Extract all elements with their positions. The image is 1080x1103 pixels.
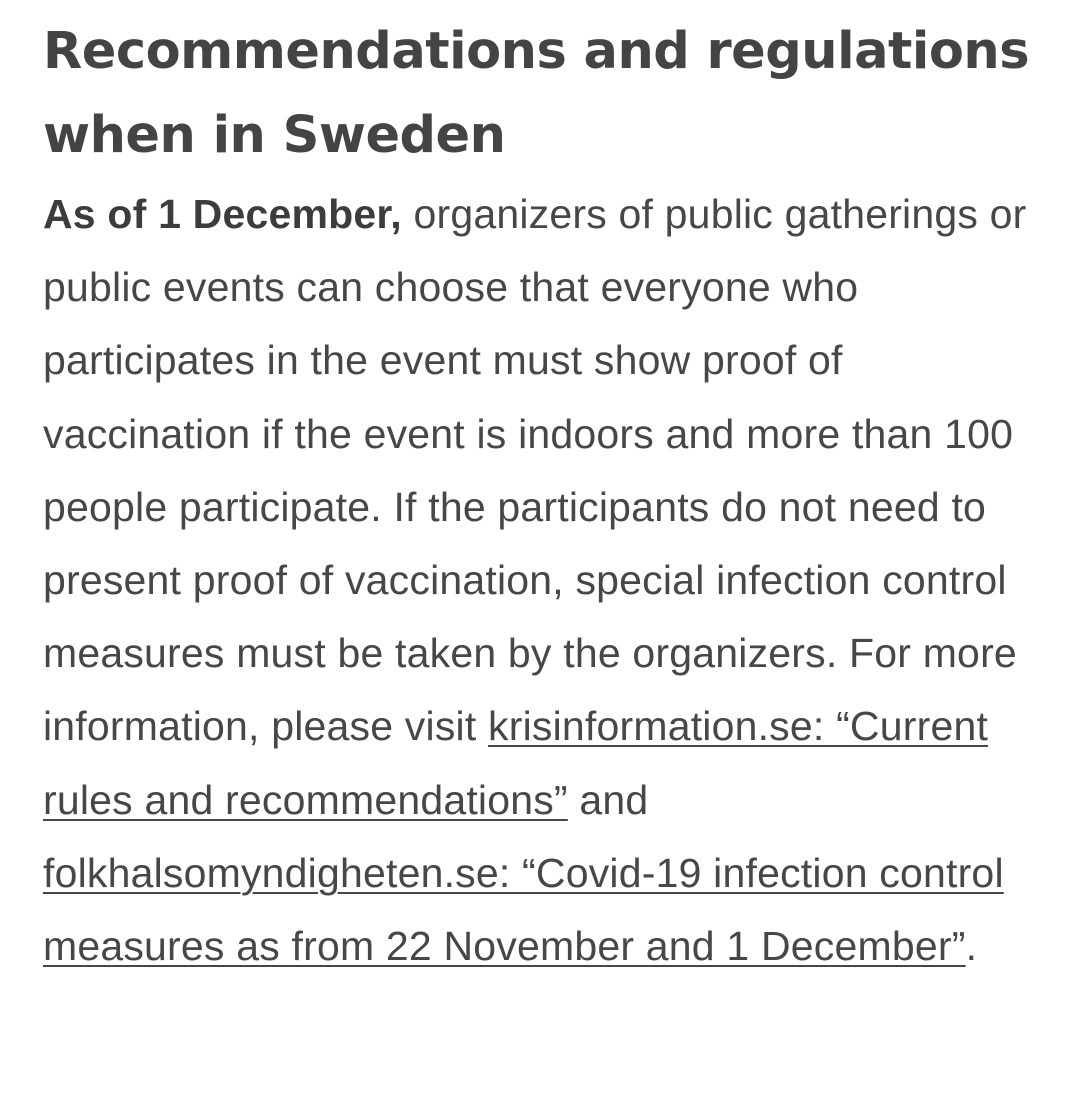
lead-date-text: As of 1 December, bbox=[43, 191, 402, 237]
closing-punctuation: . bbox=[965, 923, 978, 970]
page-title: Recommendations and regulations when in Sweden bbox=[43, 22, 1030, 165]
krisinformation-link[interactable]: krisinformation.se: “Current rules and recommendations” bbox=[43, 703, 989, 823]
article-paragraph bbox=[43, 178, 1053, 983]
folkhalsomyndigheten-link[interactable]: folkhalsomyndigheten.se: “Covid-19 infection control measures as from 22 November and 1 December” bbox=[43, 849, 1004, 970]
paragraph-body-text: organizers of public gatherings or public events can choose that everyone who participates in the event must show proof of vaccination if the event is indoors and more than 100 people participate. If the participants do not need to present proof of vaccination, special infection control measures must be taken by the organizers. For more information, please visit bbox=[43, 191, 1027, 750]
connector-text: and bbox=[567, 776, 649, 823]
article-section bbox=[43, 10, 1053, 983]
